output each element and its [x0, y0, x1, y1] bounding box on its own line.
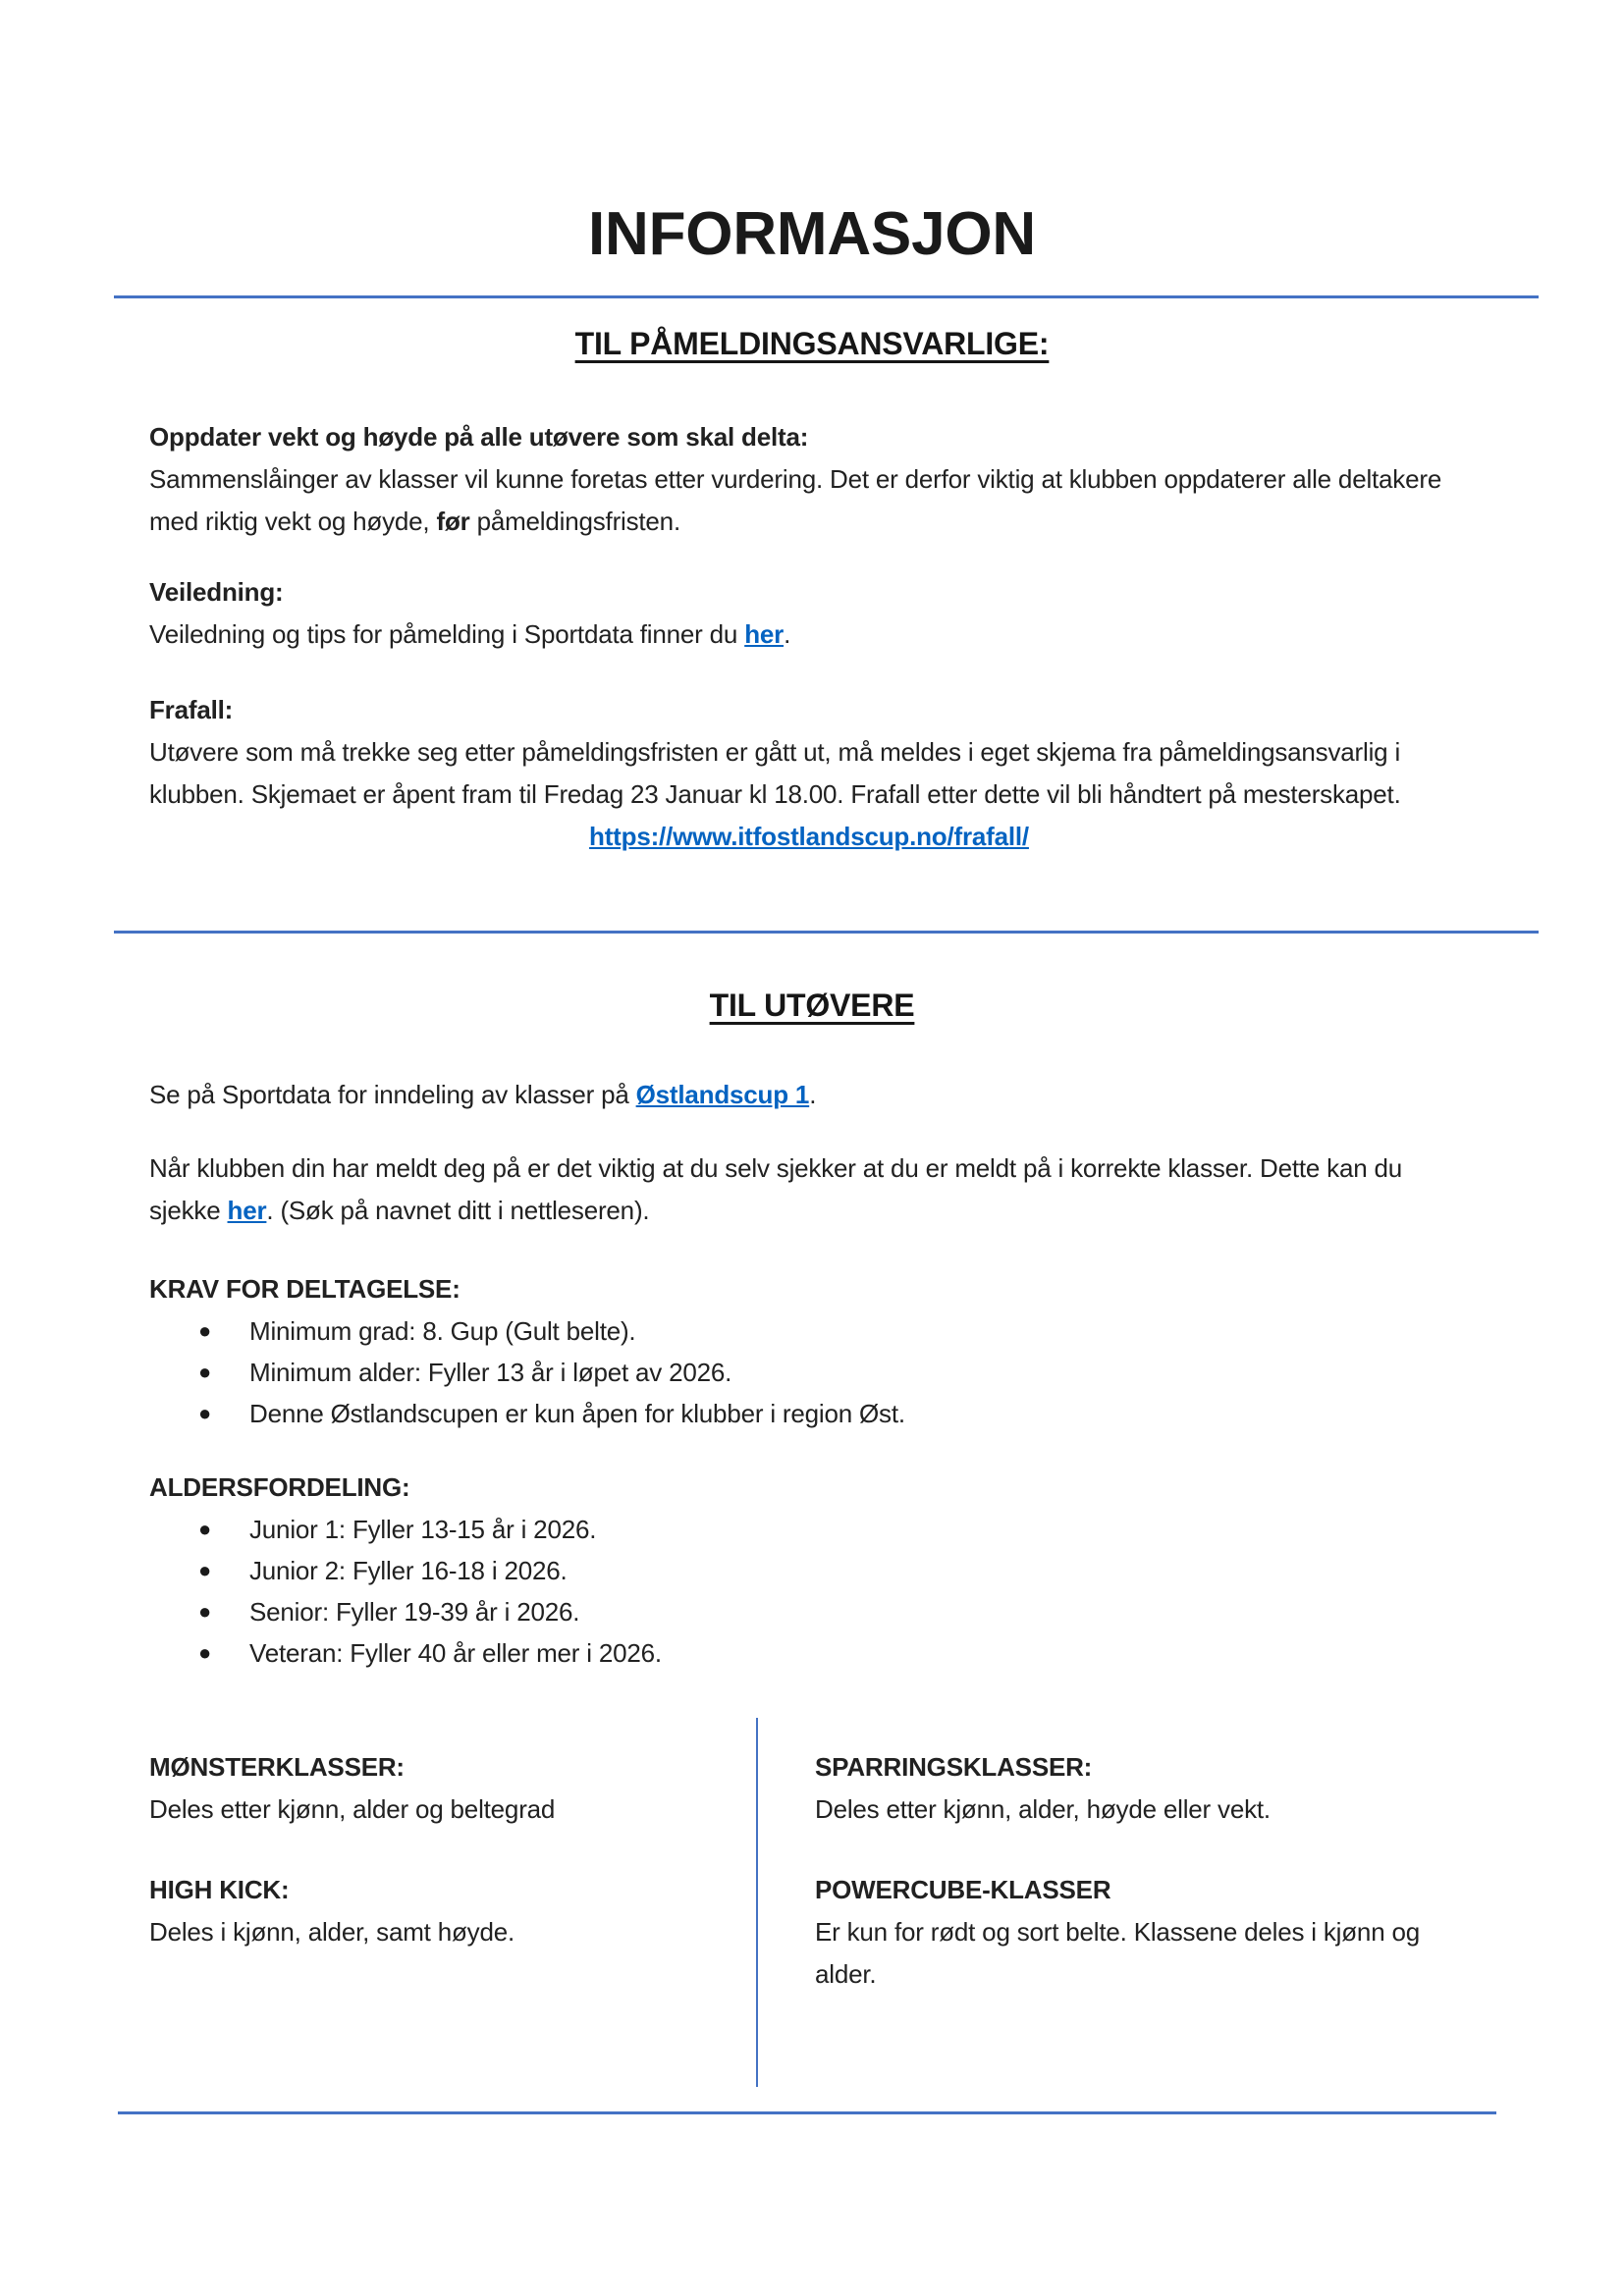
bullet-icon: ● [198, 1640, 212, 1665]
column-divider [756, 1718, 758, 2087]
horizontal-rule-middle [114, 931, 1539, 934]
list-item-text: Veteran: Fyller 40 år eller mer i 2026. [249, 1638, 662, 1668]
column-body: Er kun for rødt og sort belte. Klassene deles i kjønn og alder. [815, 1917, 1420, 1989]
list-item-text: Minimum alder: Fyller 13 år i løpet av 2026. [249, 1358, 732, 1387]
body-text: . [809, 1080, 817, 1109]
list-item [149, 1352, 1469, 1393]
column-block [149, 1869, 705, 1953]
list-item [149, 1550, 1469, 1591]
paragraph-heading: Veiledning: [149, 577, 284, 607]
horizontal-rule-bottom [118, 2111, 1496, 2114]
guide-here-link[interactable]: her [744, 619, 785, 649]
paragraph-body [149, 614, 1469, 656]
body-text: . (Søk på navnet ditt i nettleseren). [266, 1196, 650, 1225]
paragraph-check-classes [149, 1148, 1469, 1232]
body-text: . [784, 619, 791, 649]
column-heading: HIGH KICK: [149, 1875, 290, 1904]
list-item-text: Denne Østlandscupen er kun åpen for klubber i region Øst. [249, 1399, 905, 1428]
column-heading: SPARRINGSKLASSER: [815, 1752, 1093, 1782]
list-item-text: Junior 2: Fyller 16-18 i 2026. [249, 1556, 568, 1585]
column-right [815, 1746, 1451, 1996]
list-item-text: Minimum grad: 8. Gup (Gult belte). [249, 1316, 636, 1346]
requirements-block [149, 1268, 1469, 1434]
bullet-icon: ● [198, 1360, 212, 1384]
body-text: Se på Sportdata for inndeling av klasser på [149, 1080, 636, 1109]
bullet-icon: ● [198, 1558, 212, 1582]
horizontal-rule-top [114, 295, 1539, 298]
list-item [149, 1393, 1469, 1434]
column-block [815, 1746, 1451, 1831]
body-text: påmeldingsfristen. [469, 507, 680, 536]
bullet-icon: ● [198, 1517, 212, 1541]
bullet-icon: ● [198, 1401, 212, 1425]
requirements-list [149, 1310, 1469, 1434]
list-item [149, 1310, 1469, 1352]
paragraph-heading: Frafall: [149, 695, 234, 724]
body-text: Når klubben din har meldt deg på er det viktig at du selv sjekker at du er meldt på i korrekte klasser. Dette kan du sjekke [149, 1153, 1403, 1225]
age-groups-heading: ALDERSFORDELING: [149, 1472, 410, 1502]
column-body: Deles etter kjønn, alder og beltegrad [149, 1794, 556, 1824]
bullet-icon: ● [198, 1318, 212, 1343]
age-groups-block [149, 1467, 1469, 1674]
paragraph-body [149, 458, 1469, 543]
bullet-icon: ● [198, 1599, 212, 1624]
list-item [149, 1591, 1469, 1632]
section-heading-athletes: TIL UTØVERE [709, 988, 915, 1023]
column-heading: POWERCUBE-KLASSER [815, 1875, 1111, 1904]
column-left [149, 1746, 705, 1953]
column-block [815, 1869, 1451, 1996]
withdrawal-link-line [149, 816, 1469, 858]
section-heading-registrars: TIL PÅMELDINGSANSVARLIGE: [574, 326, 1050, 361]
body-text: Veiledning og tips for påmelding i Sportdata finner du [149, 619, 745, 649]
paragraph-withdrawal [149, 689, 1469, 858]
list-item [149, 1509, 1469, 1550]
column-block [149, 1746, 705, 1831]
ostlandscup-link[interactable]: Østlandscup 1 [635, 1080, 810, 1109]
check-here-link[interactable]: her [227, 1196, 267, 1225]
column-heading: MØNSTERKLASSER: [149, 1752, 405, 1782]
document-title: INFORMASJON [588, 200, 1036, 268]
paragraph-guide [149, 571, 1469, 656]
withdrawal-url-link[interactable]: https://www.itfostlandscup.no/frafall/ [589, 822, 1029, 851]
paragraph-heading: Oppdater vekt og høyde på alle utøvere som skal delta: [149, 422, 809, 452]
column-body: Deles etter kjønn, alder, høyde eller vekt. [815, 1794, 1271, 1824]
bold-word: før [436, 507, 470, 536]
requirements-heading: KRAV FOR DELTAGELSE: [149, 1274, 460, 1304]
body-text: Sammenslåinger av klasser vil kunne foretas etter vurdering. Det er derfor viktig at klubben oppdaterer alle deltakere med riktig vekt og høyde, [149, 464, 1442, 536]
age-groups-list [149, 1509, 1469, 1674]
list-item-text: Senior: Fyller 19-39 år i 2026. [249, 1597, 580, 1627]
paragraph-sportdata [149, 1074, 1469, 1116]
list-item-text: Junior 1: Fyller 13-15 år i 2026. [249, 1515, 597, 1544]
list-item [149, 1632, 1469, 1674]
column-body: Deles i kjønn, alder, samt høyde. [149, 1917, 514, 1947]
paragraph-update-weight-height [149, 416, 1469, 543]
paragraph-body: Utøvere som må trekke seg etter påmeldingsfristen er gått ut, må meldes i eget skjema fra påmeldingsansvarlig i klubben. Skjemaet er åpent fram til Fredag 23 Januar kl 18.00. Frafall etter dette vil bli håndtert på mesterskapet. [149, 737, 1401, 809]
